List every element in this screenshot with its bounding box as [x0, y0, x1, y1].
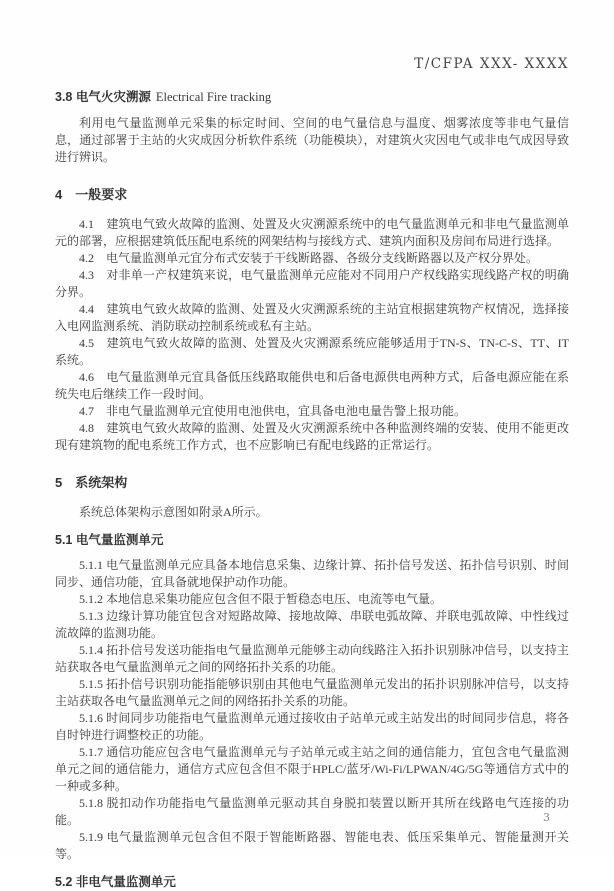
term-definition-paragraph: 利用电气量监测单元采集的标定时间、空间的电气量信息与温度、烟雾浓度等非电气量信息，通过部署于主站的火灾成因分析软件系统（功能模块），对建筑火灾因电气或非电气成因导致进行辨识。: [55, 116, 569, 164]
subsection-5-1-heading: 5.1 电气量监测单元: [55, 533, 164, 547]
section-5-heading: 5 系统架构: [55, 475, 128, 490]
term-heading-english: Electrical Fire tracking: [155, 90, 272, 104]
clause-5-1-4: 5.1.4 拓扑信号发送功能指电气量监测单元能够主动向线路注入拓扑识别脉冲信号，以支持主站获取各电气量监测单元之间的网络拓扑关系的功能。: [55, 643, 569, 674]
standard-number-header: T/CFPA XXX- XXXX: [414, 56, 569, 72]
subsection-5-1-clauses: [55, 557, 569, 863]
clause-5-1-9: 5.1.9 电气量监测单元包含但不限于智能断路器、智能电表、低压采集单元、智能量测开关等。: [55, 830, 569, 861]
clause-5-1-8: 5.1.8 脱扣动作功能指电气量监测单元驱动其自身脱扣装置以断开其所在线路电气连接的功能。: [55, 796, 569, 827]
clause-4-5: 4.5 建筑电气致火故障的监测、处置及火灾溯源系统应能够适用于TN-S、TN-C-S、TT、IT系统。: [55, 336, 569, 367]
clause-4-4: 4.4 建筑电气致火故障的监测、处置及火灾溯源系统的主站宜根据建筑物产权情况，选择接入电网监测系统、消防联动控制系统或私有主站。: [55, 302, 569, 333]
clause-4-1: 4.1 建筑电气致火故障的监测、处置及火灾溯源系统中的电气量监测单元和非电气量监测单元的部署，应根据建筑低压配电系统的网架结构与接线方式、建筑内面积及房间布局进行选择。: [55, 217, 569, 248]
page-number: 3: [543, 811, 550, 824]
clause-4-3: 4.3 对非单一产权建筑来说，电气量监测单元应能对不同用户产权线路实现线路产权的明确分界。: [55, 268, 569, 299]
clause-5-1-1: 5.1.1 电气量监测单元应具备本地信息采集、边缘计算、拓扑信号发送、拓扑信号识别、时间同步、通信功能，宜具备就地保护动作功能。: [55, 558, 569, 589]
clause-5-1-6: 5.1.6 时间同步功能指电气量监测单元通过接收由子站单元或主站发出的时间同步信息，将各自时钟进行调整校正的功能。: [55, 711, 569, 742]
clause-5-1-5: 5.1.5 拓扑信号识别功能指能够识别由其他电气量监测单元发出的拓扑识别脉冲信号，以支持主站获取各电气量监测单元之间的网络拓扑关系的功能。: [55, 677, 569, 708]
clause-4-6: 4.6 电气量监测单元宜具备低压线路取能供电和后备电源供电两种方式，后备电源应能在系统失电后继续工作一段时间。: [55, 370, 569, 401]
term-heading-3-8: [55, 89, 569, 106]
clause-4-8: 4.8 建筑电气致火故障的监测、处置及火灾溯源系统中各种监测终端的安装、使用不能更改现有建筑物的配电系统工作方式，也不应影响已有配电线路的正常运行。: [55, 421, 569, 452]
clause-5-1-2: 5.1.2 本地信息采集功能应包含但不限于暂稳态电压、电流等电气量。: [79, 592, 443, 606]
clause-5-1-3: 5.1.3 边缘计算功能宜包含对短路故障、接地故障、串联电弧故障、并联电弧故障、中性线过流故障的监测功能。: [55, 609, 569, 640]
section-5-intro-paragraph: 系统总体架构示意图如附录A所示。: [79, 505, 268, 519]
term-heading-chinese: 3.8 电气火灾溯源: [55, 90, 151, 104]
clause-4-7: 4.7 非电气量监测单元宜使用电池供电，宜具备电池电量告警上报功能。: [79, 404, 467, 418]
subsection-5-2-heading: 5.2 非电气量监测单元: [55, 875, 176, 889]
section-4-heading: 4 一般要求: [55, 187, 128, 202]
clause-4-2: 4.2 电气量监测单元宜分布式安装于干线断路器、各级分支线断路器以及产权分界处。: [79, 251, 539, 265]
section-4-clauses: [55, 216, 569, 454]
clause-5-1-7: 5.1.7 通信功能应包含电气量监测单元与子站单元或主站之间的通信能力，宜包含电气量监测单元之间的通信能力，通信方式应包含但不限于HPLC/蓝牙/Wi-Fi/LPWAN/4G/5G等通信方式中的一种或多种。: [55, 745, 569, 793]
